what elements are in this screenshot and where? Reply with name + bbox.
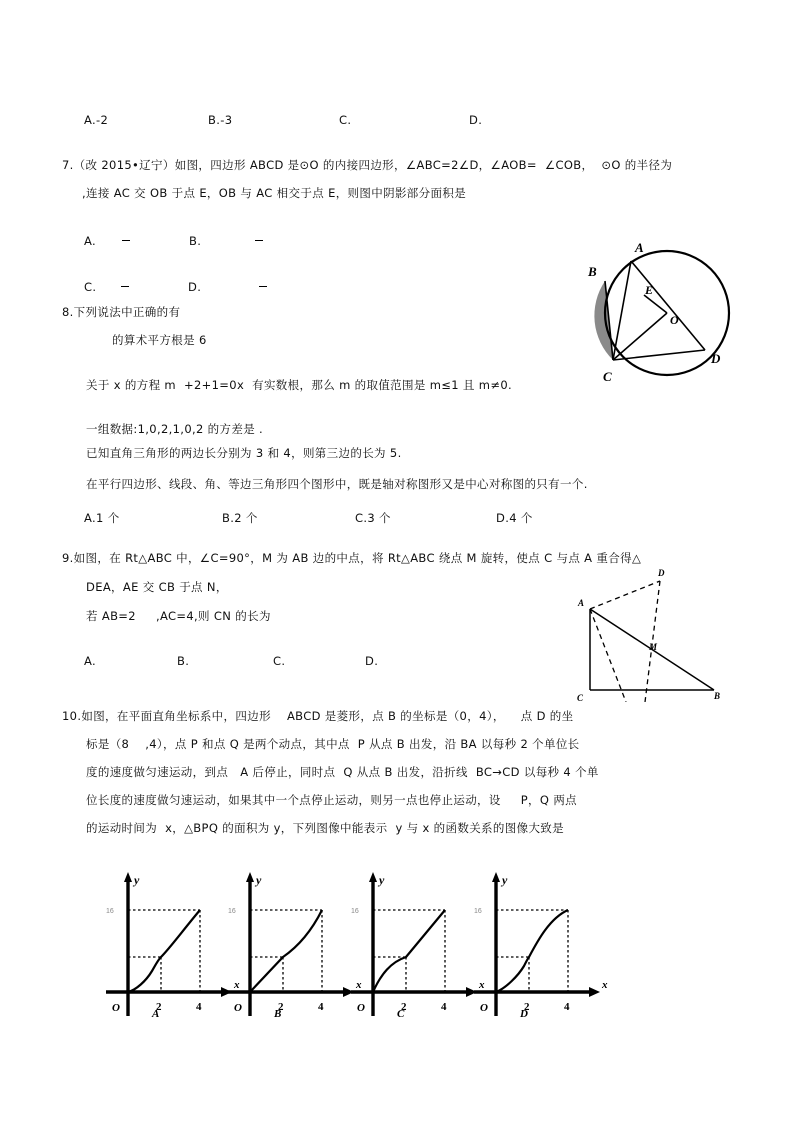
q7-option-b: B. [189,234,202,248]
q8-item-3: 一组数据:1,0,2,1,0,2 的方差是 . [86,422,264,436]
y-value-16: 16 [106,908,114,915]
segment-ad [631,261,705,350]
x-axis-label: x [234,979,240,991]
label-D: D [711,351,721,366]
q10-line-1: 10.如图，在平面直角坐标系中，四边形 ABCD 是菱形，点 B 的坐标是（0，4）， 点 D 的坐 [62,709,574,723]
segment-co [613,313,667,360]
segment-ac [613,261,631,360]
segment-cd [613,350,705,360]
q6-option-b: B.-3 [208,113,233,127]
q8-item-2: 关于 x 的方程 m +2+1=0x 有实数根，那么 m 的取值范围是 m≤1 且 m≠0. [86,378,513,392]
data-curve [128,910,200,992]
q7-option-a: A. [84,234,97,248]
y-axis-arrow [246,872,254,882]
q9-triangle-svg [572,562,787,702]
shaded-segment [594,281,613,360]
q9-triangle-figure [572,562,787,702]
y-axis-label: y [134,873,140,887]
q7-option-c: C. [84,280,97,294]
q7-option-c-fraction-bar [121,286,129,287]
label-C: C [603,369,612,384]
segment-oe [644,295,667,313]
label-B: B [588,264,597,279]
tick-2: 2 [156,1001,162,1013]
q9-line-3: 若 AB=2 ,AC=4,则 CN 的长为 [86,609,271,623]
q7-option-d-fraction-bar [259,286,267,287]
q6-option-d: D. [469,113,483,127]
x-axis-label: x [356,979,362,991]
q9-option-a: A. [84,654,97,668]
y-axis-arrow [369,872,377,882]
q9-line-2: DEA，AE 交 CB 于点 N， [86,580,228,594]
data-curve [373,910,445,992]
x-axis-label: x [479,979,485,991]
graph-a-caption: A [152,1008,160,1020]
tick-2: 2 [401,1001,407,1013]
q8-option-d: D.4 个 [496,511,533,525]
graph-d [472,868,622,1018]
y-axis-arrow [492,872,500,882]
tick-2: 2 [524,1001,530,1013]
label-C: C [577,693,584,702]
q8-item-4: 已知直角三角形的两边长分别为 3 和 4，则第三边的长为 5. [86,446,402,460]
q9-option-b: B. [177,654,190,668]
label-D: D [658,568,665,578]
q10-line-3: 度的速度做匀速运动，到点 A 后停止，同时点 Q 从点 B 出发，沿折线 BC→CD 以每秒 4 个单 [86,765,599,779]
x-axis-label: x [602,979,608,991]
q7-line-2: ,连接 AC 交 OB 于点 E，OB 与 AC 相交于点 E，则图中阴影部分面积是 [82,186,467,200]
q8-item-1: 的算术平方根是 6 [112,333,207,347]
q9-line-1: 9.如图，在 Rt△ABC 中，∠C=90°，M 为 AB 边的中点，将 Rt△ABC 绕点 M 旋转，使点 C 与点 A 重合得△ [62,551,642,565]
graph-c-caption: C [397,1008,405,1020]
q7-option-a-fraction-bar [122,240,130,241]
y-value-16: 16 [474,908,482,915]
y-axis-label: y [256,873,262,887]
label-M: M [649,642,658,652]
x-axis-arrow [589,987,600,997]
q10-line-4: 位长度的速度做匀速运动，如果其中一个点停止运动，则另一点也停止运动，设 P，Q 两点 [86,793,578,807]
q8-option-b: B.2 个 [222,511,258,525]
y-axis-arrow [124,872,132,882]
q8-option-a: A.1 个 [84,511,120,525]
q8-option-c: C.3 个 [355,511,391,525]
q6-option-a: A.-2 [84,113,109,127]
y-axis-label: y [502,873,508,887]
y-value-16: 16 [351,908,359,915]
y-axis-label: y [379,873,385,887]
q8-stem: 8.下列说法中正确的有 [62,305,181,319]
tick-4: 4 [564,1001,570,1013]
q7-circle-figure [565,233,790,393]
tick-2: 2 [278,1001,284,1013]
label-E: E [645,283,654,297]
graph-b-caption: B [274,1008,282,1020]
origin-label: O [112,1002,120,1014]
q7-line-1: 7.（改 2015•辽宁）如图，四边形 ABCD 是⊙O 的内接四边形，∠ABC=2∠D，∠AOB= ∠COB， ⊙O 的半径为 [62,158,673,172]
q7-option-d: D. [188,280,202,294]
q6-option-c: C. [339,113,352,127]
q10-line-2: 标是（8 ,4），点 P 和点 Q 是两个动点，其中点 P 从点 B 出发，沿 BA 以每秒 2 个单位长 [86,737,580,751]
graph-d-caption: D [520,1008,528,1020]
segment-ae [590,609,626,702]
label-B: B [714,691,721,701]
q7-option-b-fraction-bar [255,240,263,241]
origin-label: O [234,1002,242,1014]
tick-4: 4 [196,1001,202,1013]
q10-line-5: 的运动时间为 x，△BPQ 的面积为 y，下列图像中能表示 y 与 x 的函数关系的图像大致是 [86,821,564,835]
q8-item-5: 在平行四边形、线段、角、等边三角形四个图形中，既是轴对称图形又是中心对称图的只有一个. [86,477,588,491]
y-value-16: 16 [228,908,236,915]
origin-label: O [357,1002,365,1014]
tick-4: 4 [441,1001,447,1013]
label-O: O [670,313,679,327]
tick-4: 4 [318,1001,324,1013]
label-A: A [635,240,644,255]
origin-label: O [480,1002,488,1014]
q7-circle-svg [565,233,790,393]
q9-option-d: D. [365,654,379,668]
segment-ad [590,581,660,609]
data-curve [250,910,322,992]
graph-d-svg [472,868,622,1018]
data-curve [496,910,568,992]
label-A: A [578,598,585,608]
q9-option-c: C. [273,654,286,668]
